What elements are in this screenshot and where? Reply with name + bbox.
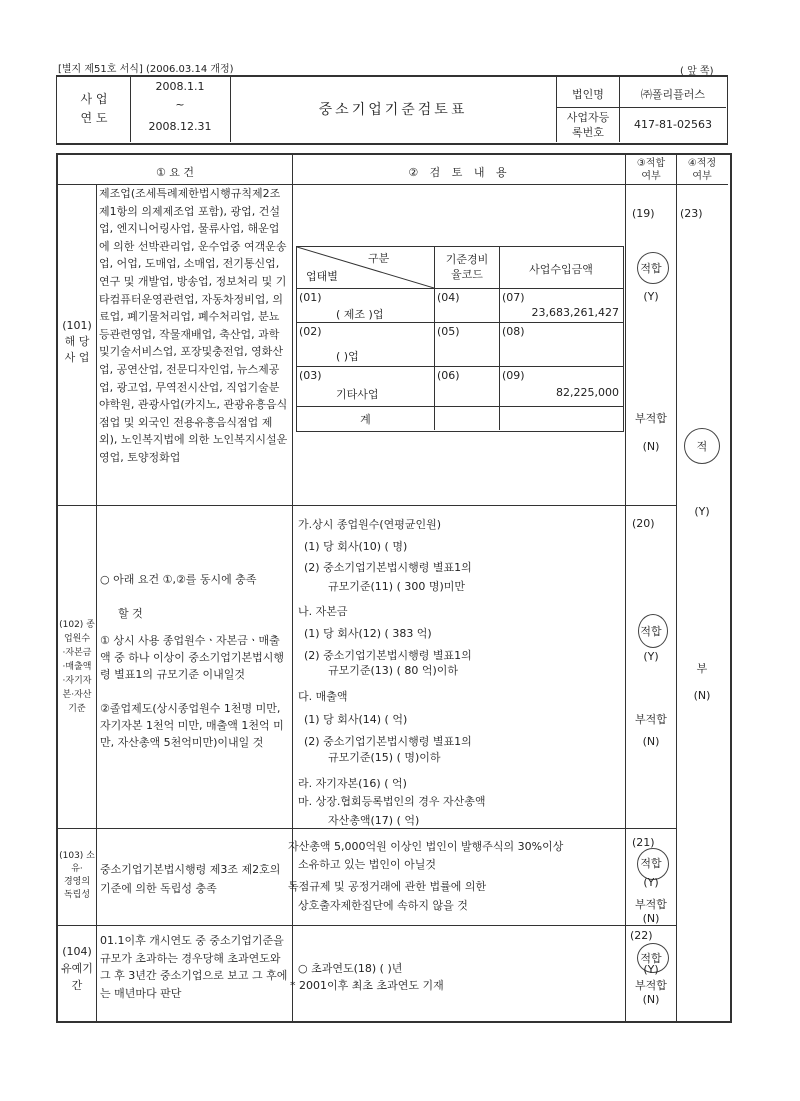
row101-c3-unsuitable: 부적합 bbox=[635, 412, 667, 425]
r2-name: ( )업 bbox=[336, 350, 359, 363]
row102-c3-y: (Y) bbox=[643, 650, 659, 663]
row102-c3-unsuitable: 부적합 bbox=[635, 713, 667, 726]
table-header-code: 기준경비 율코드 bbox=[445, 253, 489, 281]
r2-no: (02) bbox=[299, 325, 322, 338]
row102-review-9: (1) 당 회사(14) ( 억) bbox=[304, 713, 408, 726]
row103-c3-n: (N) bbox=[642, 912, 660, 925]
r2-amt-no: (08) bbox=[502, 325, 525, 338]
row102-review-13: 마. 상장.협회등록법인의 경우 자산총액 bbox=[298, 795, 486, 808]
row102-req-4: ②졸업제도(상시종업원수 1천명 미만, 자기자본 1천억 미만, 매출액 1천억 미만, 자산총액 5천억미만)이내일 것 bbox=[100, 702, 284, 749]
row101-c4-no: (23) bbox=[680, 207, 703, 220]
r1-amount: 23,683,261,427 bbox=[531, 306, 619, 319]
r1-no: (01) bbox=[299, 291, 322, 304]
row103-c3-unsuitable: 부적합 bbox=[635, 898, 667, 911]
col-adequacy-header: ④적정 여부 bbox=[687, 158, 717, 182]
r3-no: (03) bbox=[299, 369, 322, 382]
row101-c4-y: (Y) bbox=[694, 505, 710, 518]
period-tilde: ~ bbox=[175, 98, 185, 111]
row102-review-7: 규모기준(13) ( 80 억)이하 bbox=[328, 664, 459, 677]
row102-review-3: 규모기준(11) ( 300 명)미만 bbox=[328, 580, 466, 593]
row102-review-11: 규모기준(15) ( 명)이하 bbox=[328, 751, 441, 764]
page-side-label: ( 앞 쪽) bbox=[680, 66, 714, 77]
row103-review-2: 독점규제 및 공정거래에 관한 법률에 의한 bbox=[288, 880, 487, 893]
row103-review-1: 소유하고 있는 법인이 아닐것 bbox=[298, 858, 437, 871]
row102-review-14: 자산총액(17) ( 억) bbox=[328, 814, 420, 827]
row102-c3-n: (N) bbox=[642, 735, 660, 748]
row104-c3-suitable: 적합 bbox=[640, 952, 662, 965]
row104-requirement: 01.1이후 개시연도 중 중소기업기준을 규모가 초과하는 경우당해 초과연도와 그 후 3년간 중소기업으로 보고 그 후에는 매년마다 판단 bbox=[100, 934, 288, 1000]
row101-c3-suitable: 적합 bbox=[640, 262, 662, 275]
row101-c4-unsuitable: 부 bbox=[696, 662, 708, 675]
r3-amount: 82,225,000 bbox=[556, 386, 619, 399]
row102-req-2: 할 것 bbox=[118, 607, 143, 620]
form-title: 중소기업기준검토표 bbox=[318, 102, 468, 118]
total-label: 계 bbox=[360, 413, 371, 426]
row102-review-4: 나. 자본금 bbox=[298, 605, 348, 618]
row101-c4-mark: 적 bbox=[696, 440, 708, 453]
row102-req-3: ① 상시 사용 종업원수ㆍ자본금ㆍ매출액 중 하나 이상이 중소기업기본법시행령 별표1의 규모기준 이내일것 bbox=[100, 634, 285, 681]
row101-c3-y: (Y) bbox=[643, 290, 659, 303]
row104-review-1: ○ 초과연도(18) ( )년 bbox=[298, 962, 403, 975]
row104-c3-unsuitable: 부적합 bbox=[635, 979, 667, 992]
row102-review-8: 다. 매출액 bbox=[298, 690, 348, 703]
r3-code: (06) bbox=[437, 369, 460, 382]
table-header-amount: 사업수입금액 bbox=[529, 263, 593, 276]
table-header-gubun: 구분 bbox=[368, 252, 390, 265]
row103-c3-suitable: 적합 bbox=[640, 857, 662, 870]
row104-c3-no: (22) bbox=[630, 929, 653, 942]
row104-review-2: * 2001이후 최초 초과연도 기재 bbox=[290, 979, 444, 992]
period-start: 2008.1.1 bbox=[155, 80, 205, 93]
row102-review-10: (2) 중소기업기본법시행령 별표1의 bbox=[304, 735, 472, 748]
row104-label: (104) 유예기 간 bbox=[61, 945, 93, 992]
r3-name: 기타사업 bbox=[336, 388, 379, 401]
row101-c3-no: (19) bbox=[632, 207, 655, 220]
row102-review-6: (2) 중소기업기본법시행령 별표1의 bbox=[304, 649, 472, 662]
row103-review-0: 자산총액 5,000억원 이상인 법인이 발행주식의 30%이상 bbox=[288, 840, 564, 853]
row101-c3-n: (N) bbox=[642, 440, 660, 453]
bizno: 417-81-02563 bbox=[634, 118, 712, 131]
row102-c3-suitable: 적합 bbox=[640, 625, 662, 638]
r1-code: (04) bbox=[437, 291, 460, 304]
row102-review-1: (1) 당 회사(10) ( 명) bbox=[304, 540, 408, 553]
row104-c3-y: (Y) bbox=[643, 963, 659, 976]
table-header-type: 업태별 bbox=[306, 270, 338, 283]
bizno-label: 사업자등 록번호 bbox=[566, 111, 610, 139]
row103-label: (103) 소 유· 경영의 독립성 bbox=[59, 851, 95, 900]
r1-name: ( 제조 )업 bbox=[336, 308, 384, 321]
row103-requirement: 중소기업기본법시행령 제3조 제2호의 기준에 의한 독립성 충족 bbox=[100, 863, 281, 895]
row102-label: (102) 종 업원수 ·자본금 ·매출액 ·자기자 본·자산 기준 bbox=[59, 620, 95, 714]
row102-review-2: (2) 중소기업기본법시행령 별표1의 bbox=[304, 561, 472, 574]
col-requirement-header: ① 요 건 bbox=[155, 166, 195, 179]
row103-review-3: 상호출자제한집단에 속하지 않을 것 bbox=[298, 899, 468, 912]
form-number: [별지 제51호 서식] (2006.03.14 개정) bbox=[58, 64, 234, 75]
col-suitability-header: ③적합 여부 bbox=[636, 158, 666, 182]
row102-review-0: 가.상시 종업원수(연평균인원) bbox=[298, 518, 442, 531]
row102-req-1: ○ 아래 요건 ①,②를 동시에 충족 bbox=[100, 573, 257, 586]
row102-c3-no: (20) bbox=[632, 517, 655, 530]
row102-review-12: 라. 자기자본(16) ( 억) bbox=[298, 777, 407, 790]
col-review-header: ② 검 토 내 용 bbox=[408, 166, 511, 179]
r1-amt-no: (07) bbox=[502, 291, 525, 304]
row103-c3-y: (Y) bbox=[643, 876, 659, 889]
r2-code: (05) bbox=[437, 325, 460, 338]
row103-c3-no: (21) bbox=[632, 836, 655, 849]
row101-c4-n: (N) bbox=[693, 689, 711, 702]
row102-review-5: (1) 당 회사(12) ( 383 억) bbox=[304, 627, 432, 640]
corp-name: ㈜폴리플러스 bbox=[640, 88, 706, 101]
r3-amt-no: (09) bbox=[502, 369, 525, 382]
corp-name-label: 법인명 bbox=[572, 88, 604, 101]
row101-label: (101) 해 당 사 업 bbox=[62, 319, 92, 364]
row104-c3-n: (N) bbox=[642, 993, 660, 1006]
row101-requirement: 제조업(조세특례제한법시행규칙제2조제1항의 의제제조업 포함), 광업, 건설업, 엔지니어링사업, 물류사업, 해운업에 의한 선박관리업, 운수업중 여객운송업, 어업, 도매업, 소매업, 전기통신업, 연구 및 개발업, 방송업, 정보처리 및 기타컴퓨터운영관련업, 자동차정비업, 의료업, 폐기물처리업, 폐수처리업, 분뇨등관련영업, 작물재배업, 축산업, 과학및기술서비스업, 포장및충전업, 영화산업, 공연산업, 전문디자인업, 뉴스제공업, 광고업, 무역전시산업, 직업기술분야학원, 관광사업(카지노, 관광유흥음식점업 및 외국인 전용유흥음식점업 제외), 노인복지법에 의한 노인복지시설운영업, 토양정화업 bbox=[99, 187, 288, 464]
business-year-label: 사 업 연 도 bbox=[80, 92, 108, 125]
period-end: 2008.12.31 bbox=[148, 120, 212, 133]
